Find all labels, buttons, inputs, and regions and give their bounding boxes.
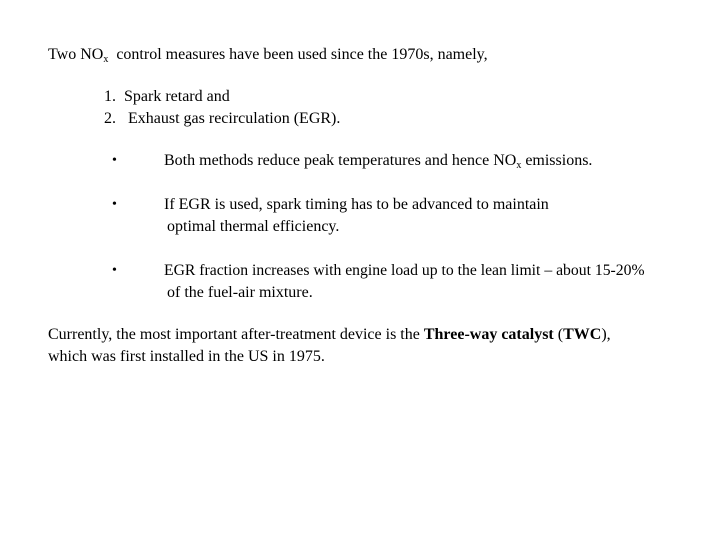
numbered-item-2-num: 2. (104, 110, 116, 127)
intro-text-post: control measures have been used since the 1970s, namely, (108, 46, 488, 63)
conclusion-mid: ( (553, 326, 564, 343)
bullet-1-dot: • (112, 153, 117, 168)
bullet-1-subscript: x (516, 160, 522, 171)
conclusion-pre: Currently, the most important after-treatment device is the (48, 326, 424, 343)
bullet-1-pre: Both methods reduce peak temperatures and hence NO (164, 152, 517, 169)
bullet-1-post: emissions. (521, 152, 593, 169)
intro-line (48, 44, 488, 66)
conclusion-post: ), (601, 326, 611, 343)
bullet-3-dot: • (112, 263, 117, 278)
intro-text-pre: Two NO (48, 46, 104, 63)
bullet-2-dot: • (112, 197, 117, 212)
conclusion-bold-abbrev: TWC (563, 326, 602, 343)
numbered-item-1-num: 1. (104, 88, 116, 105)
numbered-item-1 (104, 86, 230, 108)
conclusion-line-1 (48, 324, 611, 346)
bullet-3-line1: EGR fraction increases with engine load up to the lean limit – about 15-20% (164, 262, 645, 279)
intro-subscript: x (103, 54, 109, 65)
bullet-2-line1: If EGR is used, spark timing has to be advanced to maintain (164, 196, 549, 213)
bullet-3-line2: of the fuel-air mixture. (167, 284, 313, 301)
conclusion-bold-term: Three-way catalyst (423, 326, 554, 343)
conclusion-line-2: which was first installed in the US in 1975. (48, 348, 325, 365)
numbered-item-2 (104, 108, 340, 130)
numbered-item-2-text: Exhaust gas recirculation (EGR). (128, 110, 341, 127)
numbered-item-1-text: Spark retard and (124, 88, 230, 105)
bullet-1-text (164, 150, 592, 172)
bullet-2-line2: optimal thermal efficiency. (167, 218, 340, 235)
